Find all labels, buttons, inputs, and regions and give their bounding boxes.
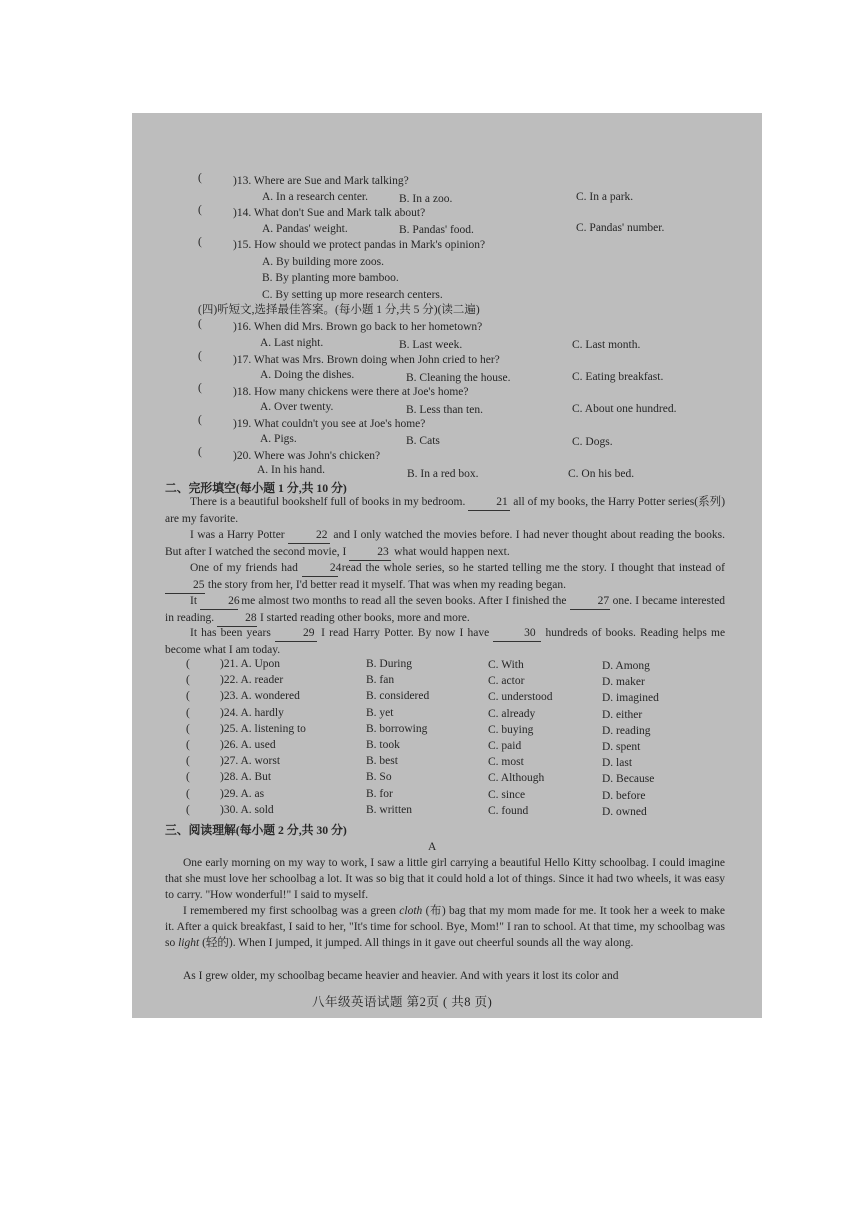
cloze-28-option-d: D. Because [602, 773, 655, 786]
q19-option-a: A. Pigs. [260, 433, 297, 445]
blank-29: 29 [275, 625, 317, 642]
answer-bracket: ( [186, 771, 190, 784]
q17-option-b: B. Cleaning the house. [406, 372, 511, 384]
q14-option-b: B. Pandas' food. [399, 224, 474, 236]
cloze-22-option-question-a: )22. A. reader [220, 674, 284, 687]
cloze-30-option-d: D. owned [602, 805, 647, 818]
cloze-21-option-d: D. Among [602, 660, 650, 672]
q19-option-b: B. Cats [406, 435, 440, 447]
q18-option-c: C. About one hundred. [572, 403, 677, 415]
cloze-22-option-d: D. maker [602, 676, 645, 689]
cloze-25-option-b: B. borrowing [366, 722, 428, 735]
cloze-28-option-question-a: )28. A. But [220, 771, 272, 784]
blank-23: 23 [349, 544, 391, 561]
cloze-30-option-c: C. found [488, 804, 529, 817]
q16-option-a: A. Last night. [260, 337, 324, 349]
cloze-24-option-question-a: )24. A. hardly [220, 706, 284, 719]
q18-option-b: B. Less than ten. [406, 404, 483, 416]
q15-option-a: A. By building more zoos. [262, 256, 385, 268]
cloze-21-option-c: C. With [488, 659, 524, 671]
cloze-28-option-c: C. Although [488, 772, 545, 785]
q19-option-c: C. Dogs. [572, 436, 613, 448]
cloze-23-option-question-a: )23. A. wondered [220, 690, 300, 703]
q17-option-c: C. Eating breakfast. [572, 371, 664, 383]
q13-option-a: A. In a research center. [262, 191, 368, 203]
answer-bracket: ( [198, 382, 202, 394]
cloze-29-option-question-a: )29. A. as [220, 787, 265, 800]
cloze-25-option-d: D. reading [602, 724, 651, 737]
q13-option-c: C. In a park. [576, 191, 634, 203]
q16-option-c: C. Last month. [572, 339, 641, 351]
cloze-paragraph-5: It has been years 29 I read Harry Potter. By now I have 30 hundreds of books. Reading helps me become what I am today. [165, 627, 726, 656]
cloze-26-option-c: C. paid [488, 740, 522, 752]
cloze-21-option-b: B. During [366, 658, 412, 670]
cloze-28-option-b: B. So [366, 771, 392, 784]
question-13-stem: )13. Where are Sue and Mark talking? [233, 175, 409, 187]
q20-option-b: B. In a red box. [407, 468, 479, 480]
q20-option-a: A. In his hand. [257, 464, 326, 476]
cloze-24-option-d: D. either [602, 708, 643, 721]
cloze-27-option-b: B. best [366, 755, 398, 768]
answer-bracket: ( [186, 755, 190, 768]
reading-heading: 三、阅读理解(每小题 2 分,共 30 分) [165, 823, 347, 837]
blank-30: 30 [493, 625, 541, 642]
cloze-26-option-d: D. spent [602, 741, 641, 753]
q17-option-a: A. Doing the dishes. [260, 369, 355, 381]
question-16-stem: )16. When did Mrs. Brown go back to her hometown? [233, 321, 483, 333]
q16-option-b: B. Last week. [399, 339, 463, 351]
answer-bracket: ( [186, 706, 190, 719]
passage-label: A [428, 841, 437, 853]
question-19-stem: )19. What couldn't you see at Joe's home? [233, 418, 426, 430]
cloze-22-option-c: C. actor [488, 675, 525, 688]
reading-paragraph-3: As I grew older, my schoolbag became heavier and heavier. And with years it lost its color and [183, 970, 619, 982]
answer-bracket: ( [198, 172, 202, 184]
cloze-27-option-d: D. last [602, 757, 633, 770]
cloze-24-option-c: C. already [488, 707, 536, 720]
blank-22: 22 [288, 527, 330, 544]
blank-24: 24 [302, 560, 338, 577]
cloze-21-option-question-a: )21. A. Upon [220, 658, 281, 670]
cloze-paragraph-3: One of my friends had 24 read the whole series, so he started telling me the story. I thought that instead of 25 the story from her, I'd better read it myself. That was when my reading began. [165, 560, 725, 594]
cloze-26-option-b: B. took [366, 739, 400, 751]
question-18-stem: )18. How many chickens were there at Joe's home? [233, 386, 469, 398]
cloze-29-option-c: C. since [488, 788, 526, 801]
answer-bracket: ( [198, 318, 202, 330]
cloze-paragraph-4: It 26 me almost two months to read all the seven books. After I finished the 27 one. I became interested in reading. 28 I started reading other books, more and more. [165, 593, 725, 627]
answer-bracket: ( [198, 446, 202, 458]
answer-bracket: ( [186, 803, 190, 816]
cloze-30-option-question-a: )30. A. sold [220, 803, 274, 816]
blank-25: 25 [165, 577, 205, 594]
blank-28: 28 [217, 610, 257, 627]
blank-26: 26 [200, 593, 238, 610]
answer-bracket: ( [186, 674, 190, 687]
answer-bracket: ( [198, 414, 202, 426]
q20-option-c: C. On his bed. [568, 468, 635, 480]
q15-option-c: C. By setting up more research centers. [262, 289, 443, 301]
cloze-29-option-b: B. for [366, 787, 393, 800]
q14-option-c: C. Pandas' number. [576, 222, 665, 234]
cloze-25-option-question-a: )25. A. listening to [220, 722, 306, 735]
cloze-23-option-d: D. imagined [602, 692, 659, 705]
answer-bracket: ( [186, 739, 190, 751]
q14-option-a: A. Pandas' weight. [262, 223, 348, 235]
q18-option-a: A. Over twenty. [260, 401, 334, 413]
answer-bracket: ( [186, 690, 190, 703]
cloze-paragraph-2: I was a Harry Potter 22 and I only watched the movies before. I had never thought about reading the books. But after I watched the second movie, I 23 what would happen next. [165, 527, 725, 561]
page-footer: 八年级英语试题 第2页 ( 共8 页) [312, 995, 493, 1009]
cloze-27-option-c: C. most [488, 756, 524, 769]
cloze-26-option-question-a: )26. A. used [220, 739, 276, 751]
cloze-29-option-d: D. before [602, 789, 646, 802]
section-4-heading: (四)听短文,选择最佳答案。(每小题 1 分,共 5 分)(读二遍) [198, 304, 480, 316]
answer-bracket: ( [198, 350, 202, 362]
answer-bracket: ( [198, 236, 202, 248]
cloze-25-option-c: C. buying [488, 723, 534, 736]
cloze-30-option-b: B. written [366, 803, 412, 816]
answer-bracket: ( [186, 658, 190, 670]
reading-paragraph-2: I remembered my first schoolbag was a green cloth (布) bag that my mom made for me. It took her a week to make it. After a quick breakfast, I said to her, "It's time for school. Bye, Mom!" I ran to school. At that time, my schoolbag was so light (轻的). When I jumped, it jumped. All things in it gave out cheerful sounds all the way along. [165, 905, 726, 949]
blank-21: 21 [468, 494, 510, 511]
reading-paragraph-1: One early morning on my way to work, I saw a little girl carrying a beautiful Hello Kitty schoolbag. I could imagine that she must love her schoolbag a lot. It was so big that it could hold a lot of things. Since it had two wheels, it was easy to carry. "How wonderful!" I said to myself. [165, 857, 725, 901]
question-15-stem: )15. How should we protect pandas in Mark's opinion? [233, 239, 486, 251]
answer-bracket: ( [186, 722, 190, 735]
answer-bracket: ( [186, 787, 190, 800]
cloze-27-option-question-a: )27. A. worst [220, 755, 281, 768]
question-17-stem: )17. What was Mrs. Brown doing when John cried to her? [233, 354, 500, 366]
cloze-22-option-b: B. fan [366, 674, 395, 687]
answer-bracket: ( [198, 204, 202, 216]
cloze-23-option-c: C. understood [488, 691, 553, 704]
question-20-stem: )20. Where was John's chicken? [233, 450, 381, 462]
cloze-heading: 二、完形填空(每小题 1 分,共 10 分) [165, 481, 347, 495]
cloze-23-option-b: B. considered [366, 690, 430, 703]
question-14-stem: )14. What don't Sue and Mark talk about? [233, 207, 426, 219]
q13-option-b: B. In a zoo. [399, 193, 453, 205]
cloze-paragraph-1: There is a beautiful bookshelf full of books in my bedroom. 21 all of my books, the Harry Potter series(系列) are my favorite. [165, 496, 726, 525]
cloze-24-option-b: B. yet [366, 706, 394, 719]
q15-option-b: B. By planting more bamboo. [262, 272, 399, 284]
blank-27: 27 [570, 593, 610, 610]
exam-page [132, 113, 762, 1018]
